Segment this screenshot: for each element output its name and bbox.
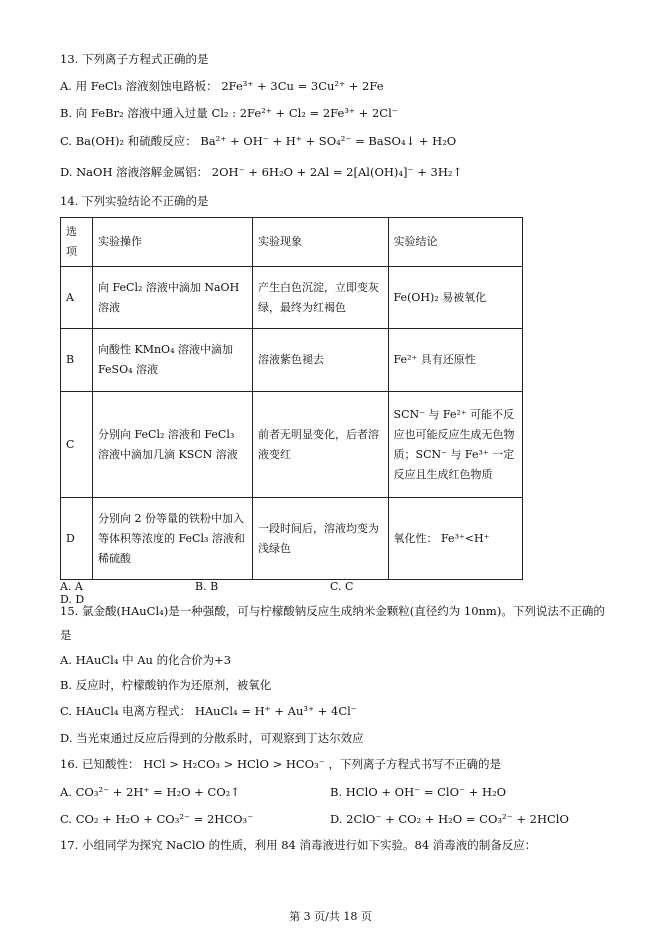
table-cell-conclusion: SCN⁻ 与 Fe²⁺ 可能不反应也可能反应生成无色物质；SCN⁻ 与 Fe³⁺ 一定反应且生成红色物质 <box>388 392 522 498</box>
q14-option-c: C. C <box>330 580 354 593</box>
table-row <box>61 392 523 498</box>
table-row <box>61 498 523 580</box>
table-header-conclusion: 实验结论 <box>388 218 522 267</box>
q13-title: 13. 下列离子方程式正确的是 <box>60 52 209 66</box>
q15-option-a: A. HAuCl₄ 中 Au 的化合价为+3 <box>60 653 232 667</box>
table-cell-phenomenon: 产生白色沉淀，立即变灰绿，最终为红褐色 <box>253 267 389 329</box>
q15-title-continued: 是 <box>60 628 72 642</box>
q14-title: 14. 下列实验结论不正确的是 <box>60 194 209 208</box>
q15-option-c: C. HAuCl₄ 电离方程式： HAuCl₄ = H⁺ + Au³⁺ + 4Cl⁻ <box>60 704 357 718</box>
table-cell-option: D <box>61 498 93 580</box>
table-cell-operation: 分别向 2 份等量的铁粉中加入等体积等浓度的 FeCl₃ 溶液和稀硫酸 <box>93 498 253 580</box>
experiment-table <box>60 217 523 580</box>
table-cell-conclusion: 氧化性： Fe³⁺<H⁺ <box>388 498 522 580</box>
q13-option-d: D. NaOH 溶液溶解金属铝： 2OH⁻ + 6H₂O + 2Al = 2[Al(OH)₄]⁻ + 3H₂↑ <box>60 165 463 179</box>
table-header-row <box>61 218 523 267</box>
table-header-option: 选项 <box>61 218 93 267</box>
q16-option-a: A. CO₃²⁻ + 2H⁺ = H₂O + CO₂↑ <box>60 785 240 799</box>
table-row <box>61 267 523 329</box>
q14-option-a: A. A <box>60 580 83 593</box>
table-cell-option: A <box>61 267 93 329</box>
table-cell-operation: 分别向 FeCl₂ 溶液和 FeCl₃ 溶液中滴加几滴 KSCN 溶液 <box>93 392 253 498</box>
table-cell-conclusion: Fe²⁺ 具有还原性 <box>388 329 522 392</box>
table-cell-option: B <box>61 329 93 392</box>
q16-title: 16. 已知酸性： HCl > H₂CO₃ > HClO > HCO₃⁻ ，下列离子方程式书写不正确的是 <box>60 757 501 771</box>
table-cell-operation: 向 FeCl₂ 溶液中滴加 NaOH 溶液 <box>93 267 253 329</box>
q14-option-d: D. D <box>60 593 85 606</box>
q15-title: 15. 氯金酸(HAuCl₄)是一种强酸，可与柠檬酸钠反应生成纳米金颗粒(直径约为 10nm)。下列说法不正确的 <box>60 604 605 618</box>
q17-title: 17. 小组同学为探究 NaClO 的性质，利用 84 消毒液进行如下实验。84 消毒液的制备反应： <box>60 838 537 852</box>
q16-row-1 <box>60 783 507 801</box>
q14-option-b: B. B <box>195 580 219 593</box>
q13-option-a: A. 用 FeCl₃ 溶液刻蚀电路板： 2Fe³⁺ + 3Cu = 3Cu²⁺ + 2Fe <box>60 79 384 93</box>
table-cell-option: C <box>61 392 93 498</box>
q15-option-d: D. 当光束通过反应后得到的分散系时，可观察到丁达尔效应 <box>60 731 364 745</box>
table-header-operation: 实验操作 <box>93 218 253 267</box>
table-header-phenomenon: 实验现象 <box>253 218 389 267</box>
table-row <box>61 329 523 392</box>
q16-option-c: C. CO₂ + H₂O + CO₃²⁻ = 2HCO₃⁻ <box>60 812 254 826</box>
table-cell-operation: 向酸性 KMnO₄ 溶液中滴加 FeSO₄ 溶液 <box>93 329 253 392</box>
table-cell-phenomenon: 一段时间后，溶液均变为浅绿色 <box>253 498 389 580</box>
table-cell-conclusion: Fe(OH)₂ 易被氧化 <box>388 267 522 329</box>
q16-row-2 <box>60 810 569 828</box>
page-footer: 第 3 页/共 18 页 <box>289 910 372 923</box>
q16-option-d: D. 2ClO⁻ + CO₂ + H₂O = CO₃²⁻ + 2HClO <box>330 812 569 826</box>
table-cell-phenomenon: 前者无明显变化，后者溶液变红 <box>253 392 389 498</box>
q13-option-b: B. 向 FeBr₂ 溶液中通入过量 Cl₂ : 2Fe²⁺ + Cl₂ = 2Fe³⁺ + 2Cl⁻ <box>60 106 398 120</box>
q15-option-b: B. 反应时，柠檬酸钠作为还原剂，被氧化 <box>60 678 272 692</box>
q13-option-c: C. Ba(OH)₂ 和硫酸反应： Ba²⁺ + OH⁻ + H⁺ + SO₄²⁻ = BaSO₄↓ + H₂O <box>60 134 457 148</box>
table-cell-phenomenon: 溶液紫色褪去 <box>253 329 389 392</box>
q16-option-b: B. HClO + OH⁻ = ClO⁻ + H₂O <box>330 785 507 799</box>
